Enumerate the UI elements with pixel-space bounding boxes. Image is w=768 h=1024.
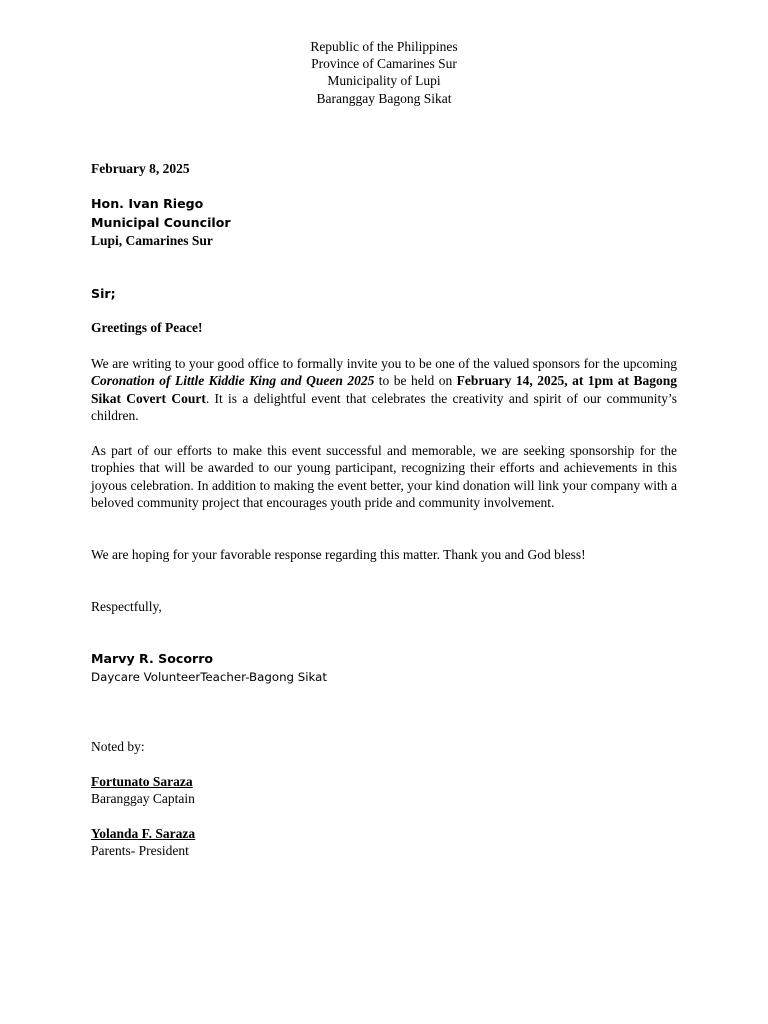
letterhead: [0, 38, 768, 107]
closing: Respectfully,: [91, 599, 162, 614]
recipient-address: Lupi, Camarines Sur: [91, 233, 213, 248]
signatory-2: [91, 825, 677, 860]
salutation: Sir;: [91, 286, 116, 301]
body-paragraph-2: As part of our efforts to make this event successful and memorable, we are seeking sponsorship for the trophies that will be awarded to our young participant, recognizing their efforts and achievements in this joyous celebration. In addition to making the event better, your kind donation will link your company with a beloved community project that encourages youth pride and community involvement.: [91, 443, 677, 510]
sender-name: Marvy R. Socorro: [91, 651, 214, 666]
greeting: Greetings of Peace!: [91, 320, 203, 335]
sender-title: Daycare VolunteerTeacher-Bagong Sikat: [91, 670, 328, 684]
paragraph-1-connector: to be held on: [374, 373, 457, 389]
recipient-title: Municipal Councilor: [91, 214, 231, 230]
noted-by-label: Noted by:: [91, 739, 145, 754]
event-name: Coronation of Little Kiddie King and Queen 2025: [91, 373, 375, 389]
signatory-name: Yolanda F. Saraza: [91, 826, 196, 841]
signatory-1: [91, 773, 677, 808]
letterhead-municipality: Municipality of Lupi: [327, 73, 441, 89]
recipient-name: Hon. Ivan Riego: [91, 196, 204, 211]
signatory-title: Baranggay Captain: [91, 791, 195, 807]
letterhead-country: Republic of the Philippines: [310, 39, 458, 54]
body-paragraph-3: We are hoping for your favorable response regarding this matter. Thank you and God bless!: [91, 547, 586, 562]
letterhead-barangay: Baranggay Bagong Sikat: [316, 90, 452, 106]
body-paragraph-1: [91, 355, 677, 424]
signatory-title: Parents- President: [91, 843, 189, 859]
recipient-block: [91, 195, 677, 251]
signatory-name: Fortunato Saraza: [91, 774, 193, 789]
paragraph-1-intro: We are writing to your good office to formally invite you to be one of the valued sponsors for the upcoming: [91, 356, 677, 371]
letterhead-province: Province of Camarines Sur: [311, 56, 457, 72]
sender-block: [91, 650, 677, 687]
paragraph-1-ending: . It is a delightful event that celebrates the creativity and spirit of our community’s children.: [91, 390, 677, 423]
letter-date: February 8, 2025: [91, 161, 190, 176]
event-date-venue: February 14, 2025, at 1pm at Bagong Sikat Covert Court: [91, 373, 677, 406]
